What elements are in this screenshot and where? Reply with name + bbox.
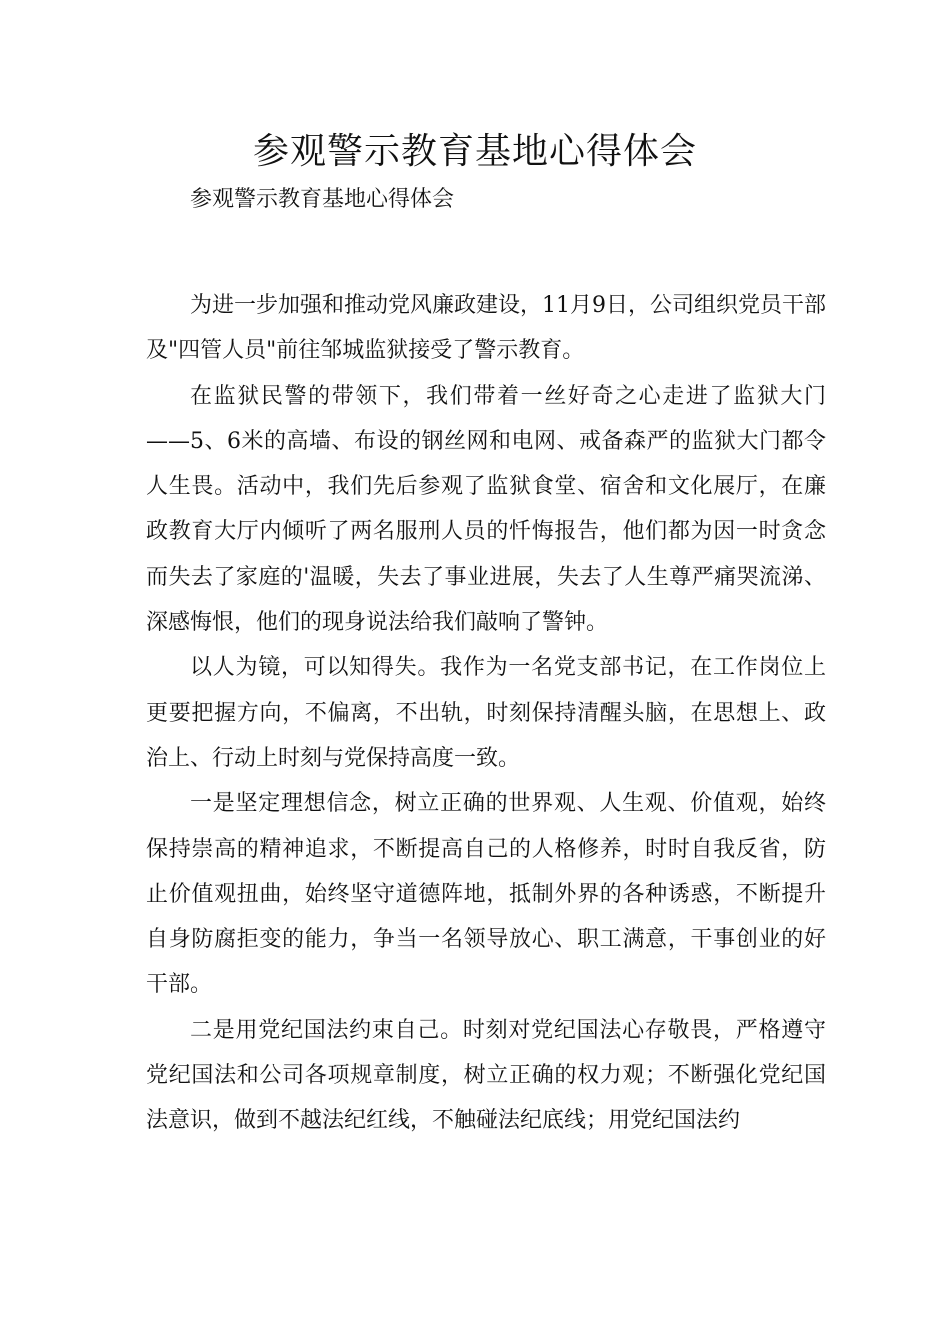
document-title: 参观警示教育基地心得体会 [252, 131, 697, 172]
paragraph: 以人为镜，可以知得失。我作为一名党支部书记，在工作岗位上更要把握方向，不偏离，不出轨，时刻保持清醒头脑，在思想上、政治上、行动上时刻与党保持高度一致。 [146, 655, 826, 771]
paragraph: 为进一步加强和推动党风廉政建设，11月9日，公司组织党员干部及"四管人员"前往邹城监狱接受了警示教育。 [146, 293, 826, 364]
paragraph: 在监狱民警的带领下，我们带着一丝好奇之心走进了监狱大门——5、6米的高墙、布设的钢丝网和电网、戒备森严的监狱大门都令人生畏。活动中，我们先后参观了监狱食堂、宿舍和文化展厅，在廉政教育大厅内倾听了两名服刑人员的忏悔报告，他们都为因一时贪念而失去了家庭的'温暖，失去了事业进展，失去了人生尊严痛哭流涕、深感悔恨，他们的现身说法给我们敲响了警钟。 [146, 383, 826, 636]
paragraph: 一是坚定理想信念，树立正确的世界观、人生观、价值观，始终保持崇高的精神追求，不断提高自己的人格修养，时时自我反省，防止价值观扭曲，始终坚守道德阵地，抵制外界的各种诱惑，不断提升自身防腐拒变的能力，争当一名领导放心、职工满意，干事创业的好干部。 [146, 791, 826, 998]
paragraph: 二是用党纪国法约束自己。时刻对党纪国法心存敬畏，严格遵守党纪国法和公司各项规章制度，树立正确的权力观；不断强化党纪国法意识，做到不越法纪红线，不触碰法纪底线；用党纪国法约 [146, 1017, 826, 1134]
document-subtitle: 参观警示教育基地心得体会 [190, 187, 455, 212]
document-body [146, 283, 826, 1144]
